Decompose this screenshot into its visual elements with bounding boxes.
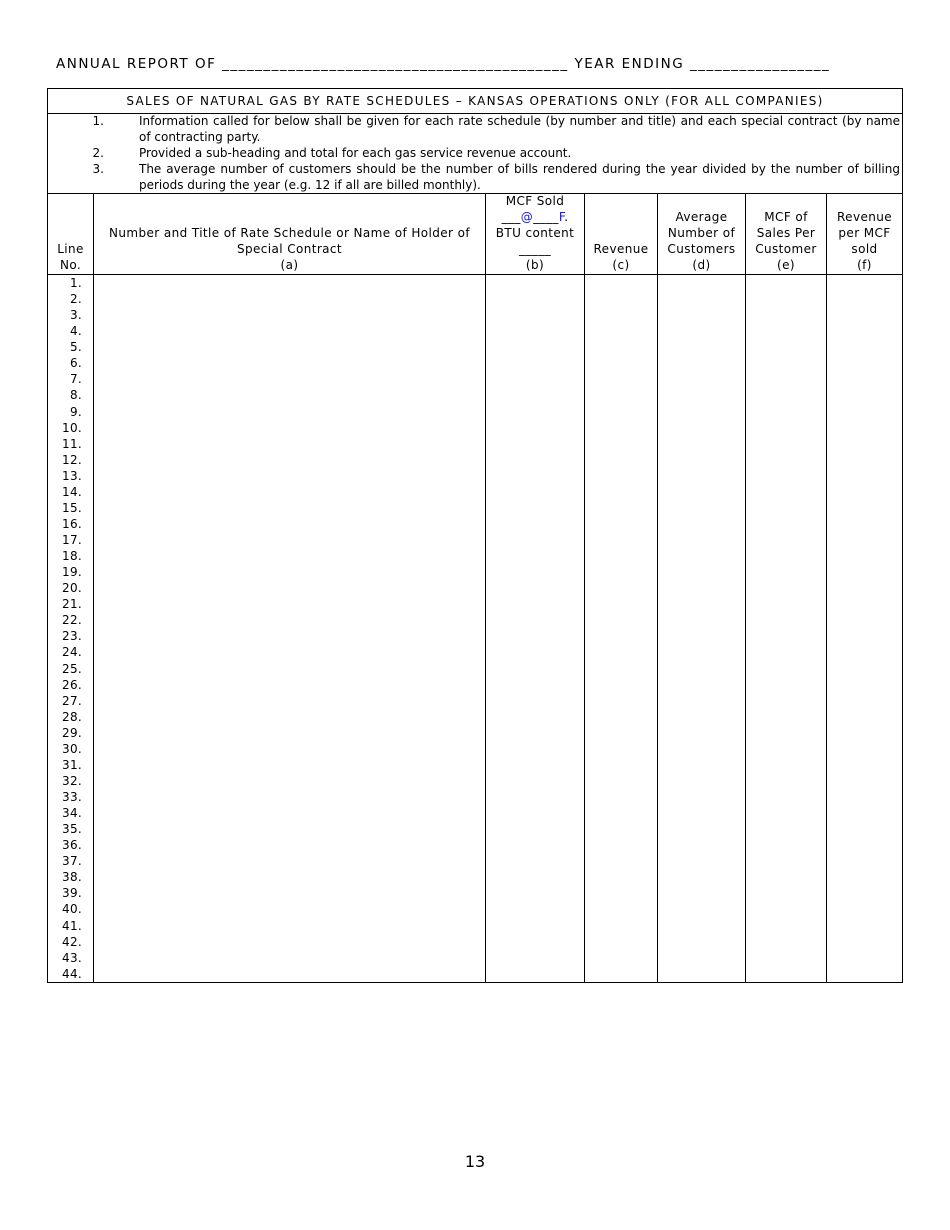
instruction-number: 3. [92, 162, 104, 176]
line-number-column [48, 275, 82, 982]
header-separator [48, 274, 902, 275]
header-text: sold [851, 242, 878, 256]
line-number: 31. [62, 757, 82, 772]
line-number: 10. [62, 420, 82, 435]
header-col-d [658, 193, 745, 273]
blank-underline: ____ [533, 210, 559, 224]
line-number: 34. [62, 806, 82, 821]
fahrenheit-symbol: F [558, 210, 565, 224]
column-letter: (c) [612, 258, 630, 272]
line-number: 16. [62, 516, 82, 531]
line-number: 15. [62, 500, 82, 515]
column-divider [584, 193, 585, 982]
header-col-a [94, 193, 485, 273]
line-number: 43. [62, 950, 82, 965]
line-number: 27. [62, 693, 82, 708]
line-number: 23. [62, 629, 82, 644]
line-number: 29. [62, 725, 82, 740]
column-letter: (f) [857, 258, 872, 272]
line-number: 40. [62, 902, 82, 917]
line-number: 26. [62, 677, 82, 692]
header-text: MCF of [764, 210, 808, 224]
header-text: Special Contract [236, 242, 343, 256]
header-text: Number of [667, 226, 736, 240]
line-number: 13. [62, 468, 82, 483]
column-letter: (a) [280, 258, 299, 272]
rate-schedule-sales-form [47, 88, 903, 983]
line-number: 12. [62, 452, 82, 467]
line-number: 32. [62, 773, 82, 788]
header-text: Customer [755, 242, 817, 256]
line-number: 37. [62, 854, 82, 869]
blank-underline: _____ [519, 242, 551, 256]
line-number: 19. [62, 565, 82, 580]
line-number: 1. [69, 276, 82, 290]
page-number: 13 [464, 1152, 486, 1171]
period: . [564, 210, 569, 224]
line-number: 9. [69, 404, 82, 419]
header-text: Revenue [593, 242, 649, 256]
line-number: 35. [62, 822, 82, 837]
column-letter: (b) [525, 258, 545, 272]
line-number: 21. [62, 597, 82, 612]
line-number: 6. [69, 356, 82, 371]
line-number: 22. [62, 613, 82, 628]
instruction-number: 2. [92, 146, 104, 160]
column-divider [745, 193, 746, 982]
line-number: 28. [62, 709, 82, 724]
line-number: 8. [69, 388, 82, 403]
report-header: ANNUAL REPORT OF __________________________________________ YEAR ENDING _________________ [56, 56, 831, 72]
header-col-b [486, 193, 584, 273]
header-text: per MCF [838, 226, 891, 240]
header-text: Customers [667, 242, 736, 256]
column-letter: (d) [692, 258, 711, 272]
line-number: 42. [62, 934, 82, 949]
header-col-c [585, 193, 657, 273]
line-number: 24. [62, 645, 82, 660]
column-letter: (e) [777, 258, 795, 272]
column-divider [826, 193, 827, 982]
header-text: Number and Title of Rate Schedule or Name of Holder of [109, 226, 470, 240]
form-title: SALES OF NATURAL GAS BY RATE SCHEDULES – KANSAS OPERATIONS ONLY (FOR ALL COMPANIES) [48, 89, 902, 114]
line-number: 2. [69, 292, 82, 307]
header-text: MCF Sold [505, 194, 565, 208]
instruction-number: 1. [92, 114, 104, 128]
mcf-btu-fill-line [502, 209, 569, 225]
line-number: 7. [69, 372, 82, 387]
line-number: 39. [62, 886, 82, 901]
line-number: 25. [62, 661, 82, 676]
instruction-text: Information called for below shall be given for each rate schedule (by number and title) and each special contract (by name of contracting party. [139, 114, 900, 144]
header-line-no [48, 193, 93, 273]
header-text: Line [57, 242, 84, 256]
header-text: No. [59, 258, 82, 272]
line-number: 20. [62, 581, 82, 596]
line-number: 44. [62, 966, 82, 981]
line-number: 30. [62, 741, 82, 756]
instructions [48, 113, 902, 194]
line-number: 41. [62, 918, 82, 933]
line-number: 33. [62, 790, 82, 804]
line-number: 18. [62, 549, 82, 564]
header-text: Sales Per [756, 226, 816, 240]
line-number: 11. [62, 436, 82, 451]
blank-underline: ___ [501, 210, 521, 224]
header-text: Revenue [836, 210, 893, 224]
header-col-e [746, 193, 826, 273]
column-divider [93, 193, 94, 982]
header-text: Average [675, 210, 728, 224]
line-number: 4. [69, 324, 82, 339]
line-number: 36. [62, 838, 82, 853]
header-col-f [827, 193, 902, 273]
instruction-text: The average number of customers should be the number of bills rendered during the year divided by the number of billing periods during the year (e.g. 12 if all are billed monthly). [139, 162, 900, 192]
line-number: 17. [62, 533, 82, 547]
column-divider [657, 193, 658, 982]
line-number: 3. [69, 308, 82, 323]
at-symbol: @ [520, 210, 534, 224]
line-number: 38. [62, 870, 82, 885]
line-number: 5. [69, 340, 82, 355]
column-divider [485, 193, 486, 982]
line-number: 14. [62, 484, 82, 499]
instruction-text: Provided a sub-heading and total for each gas service revenue account. [139, 146, 572, 160]
header-text: BTU content [495, 226, 575, 240]
